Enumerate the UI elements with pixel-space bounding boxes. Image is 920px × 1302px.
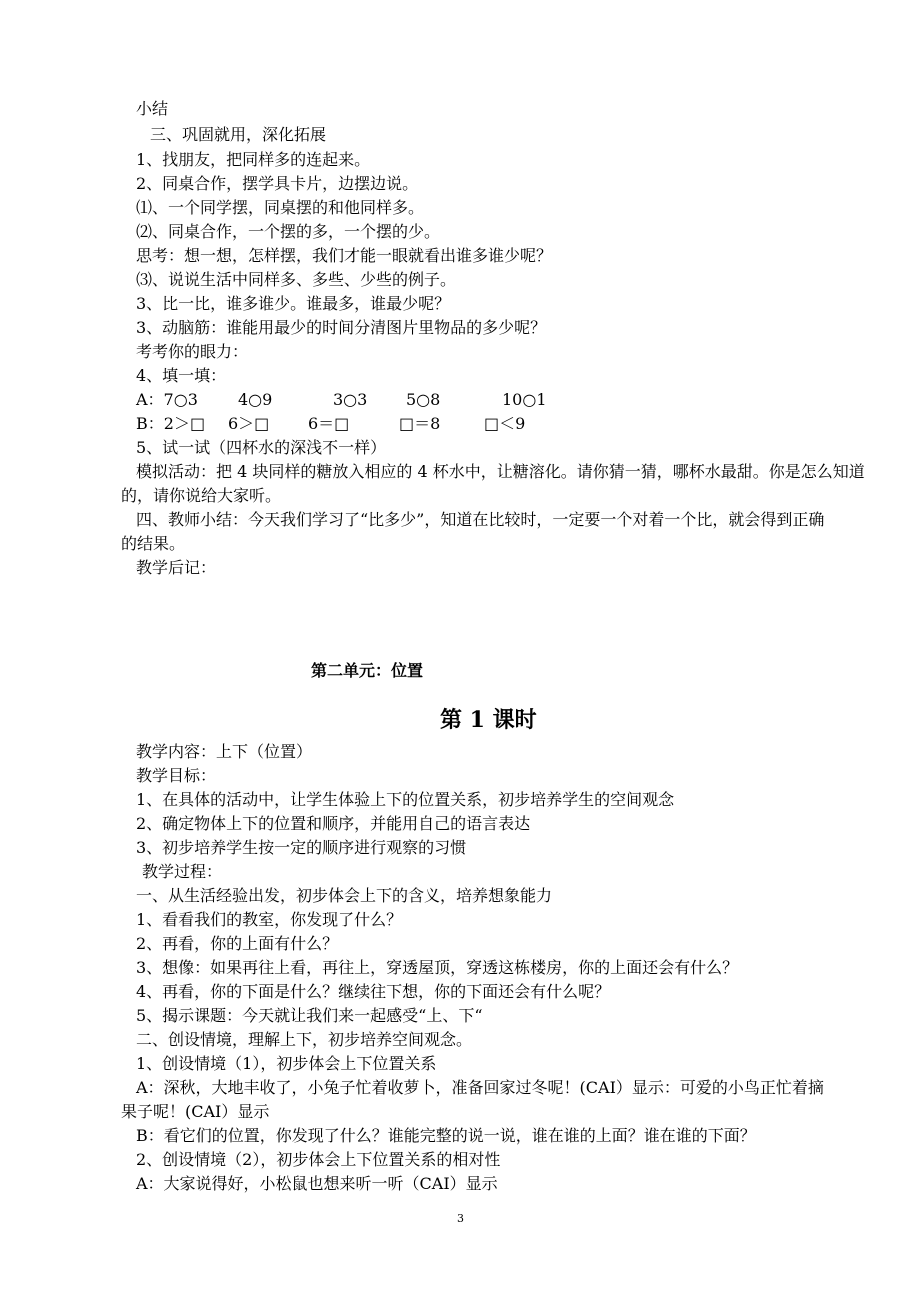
item4: 4、填一填： bbox=[136, 366, 227, 385]
step1-title: 一、从生活经验出发，初步体会上下的含义，培养想象能力 bbox=[136, 886, 553, 905]
question4: 4、再看，你的下面是什么？继续往下想，你的下面还会有什么呢？ bbox=[136, 982, 611, 1001]
question5: 5、揭示课题：今天就让我们来一起感受“上、下“ bbox=[136, 1006, 483, 1025]
context1-b: B：看它们的位置，你发现了什么？谁能完整的说一说，谁在谁的上面？谁在谁的下面？ bbox=[136, 1126, 756, 1145]
section4-paragraph: 四、教师小结：今天我们学习了“比多少”，知道在比较时，一定要一个对着一个比，就会得到正确的结果。 bbox=[121, 510, 825, 553]
question1: 1、看看我们的教室，你发现了什么？ bbox=[136, 910, 403, 929]
row-a-cell: A：7○3 bbox=[136, 390, 198, 409]
page-number: 3 bbox=[457, 1212, 464, 1225]
question3: 3、想像：如果再往上看，再往上，穿透屋顶，穿透这栋楼房，你的上面还会有什么？ bbox=[136, 958, 739, 977]
row-a-cell: 3○3 bbox=[333, 390, 368, 409]
item1: 1、找朋友，把同样多的连起来。 bbox=[136, 150, 371, 169]
process-label: 教学过程： bbox=[142, 862, 223, 881]
item5: 5、试一试（四杯水的深浅不一样） bbox=[136, 438, 387, 457]
step2-title: 二、创设情境，理解上下，初步培养空间观念。 bbox=[136, 1030, 473, 1049]
item3a: 3、比一比，谁多谁少。谁最多，谁最少呢？ bbox=[136, 294, 451, 313]
summary-label: 小结 bbox=[136, 99, 169, 118]
row-b-cell: □＜9 bbox=[484, 414, 526, 433]
context1-a: A：深秋，大地丰收了，小兔子忙着收萝卜，准备回家过冬呢！(CAI）显示：可爱的小鸟正忙着摘果子呢！(CAI）显示 bbox=[121, 1078, 824, 1121]
row-b-cell: B：2＞□ bbox=[136, 414, 206, 433]
row-b-cell: 6＝□ bbox=[308, 414, 350, 433]
row-b-cell: □＝8 bbox=[399, 414, 441, 433]
goal1: 1、在具体的活动中，让学生体验上下的位置关系，初步培养学生的空间观念 bbox=[136, 790, 675, 809]
context2: 2、创设情境（2），初步体会上下位置关系的相对性 bbox=[136, 1150, 501, 1169]
teaching-notes: 教学后记： bbox=[136, 558, 217, 577]
context2-a: A：大家说得好，小松鼠也想来听一听（CAI）显示 bbox=[136, 1174, 498, 1193]
context1: 1、创设情境（1），初步体会上下位置关系 bbox=[136, 1054, 437, 1073]
section3-title: 三、巩固就用，深化拓展 bbox=[150, 125, 327, 144]
sub-item3: ⑶、说说生活中同样多、多些、少些的例子。 bbox=[136, 270, 457, 289]
teaching-content: 教学内容：上下（位置） bbox=[136, 742, 313, 761]
question2: 2、再看，你的上面有什么？ bbox=[136, 934, 339, 953]
row-a-cell: 4○9 bbox=[238, 390, 273, 409]
row-a-cell: 10○1 bbox=[502, 390, 547, 409]
sub-item1: ⑴、一个同学摆，同桌摆的和他同样多。 bbox=[136, 198, 425, 217]
goals-label: 教学目标： bbox=[136, 766, 217, 785]
goal3: 3、初步培养学生按一定的顺序进行观察的习惯 bbox=[136, 838, 467, 857]
test-eyes-line: 考考你的眼力： bbox=[136, 342, 249, 361]
row-a-cell: 5○8 bbox=[406, 390, 441, 409]
sub-item2: ⑵、同桌合作，一个摆的多，一个摆的少。 bbox=[136, 222, 441, 241]
think-line: 思考：想一想，怎样摆，我们才能一眼就看出谁多谁少呢？ bbox=[136, 246, 553, 265]
item3b: 3、动脑筋：谁能用最少的时间分清图片里物品的多少呢？ bbox=[136, 318, 547, 337]
activity-paragraph: 模拟活动：把 4 块同样的糖放入相应的 4 杯水中，让糖溶化。请你猜一猜，哪杯水最甜。你是怎么知道的，请你说给大家听。 bbox=[121, 462, 865, 505]
unit-title: 第二单元：位置 bbox=[311, 661, 424, 680]
row-b-cell: 6＞□ bbox=[228, 414, 270, 433]
item2: 2、同桌合作，摆学具卡片，边摆边说。 bbox=[136, 174, 419, 193]
goal2: 2、确定物体上下的位置和顺序，并能用自己的语言表达 bbox=[136, 814, 531, 833]
lesson-title: 第 1 课时 bbox=[440, 707, 537, 733]
